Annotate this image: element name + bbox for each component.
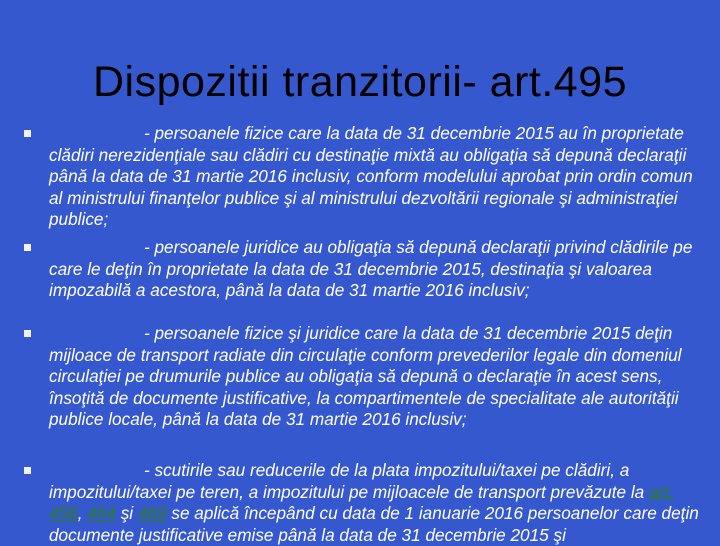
link-art-464[interactable]: 464 xyxy=(87,503,116,523)
separator: , xyxy=(77,503,88,523)
bullet-square-icon xyxy=(24,330,31,337)
bullet-square-icon xyxy=(24,467,31,474)
slide-title: Dispozitii tranzitorii- art.495 xyxy=(92,58,628,106)
bullet-item: - persoanele fizice şi juridice care la data de 31 decembrie 2015 deţin mijloace de transport radiate din circulaţie conform prevederilor legale din domeniul circulaţiei pe drumurile publice au obligaţia să depună o declaraţie în acest sens, însoţită de documente justificative, la compartimentele de specialitate ale autorităţii publice locale, până la data de 31 martie 2016 inclusiv; xyxy=(49,323,682,429)
bullet-square-icon xyxy=(24,130,31,137)
bullet-item: - persoanele fizice care la data de 31 decembrie 2015 au în proprietate clădiri nerezidenţiale sau clădiri cu destinaţie mixtă au obligaţia să depună declaraţii până la data de 31 martie 2016 inclusiv, conform modelului aprobat prin ordin comun al ministrului finanţelor publice şi al ministrului dezvoltării regionale şi administraţiei publice; xyxy=(49,123,693,229)
bullet-item: - persoanele juridice au obligaţia să depună declaraţii privind clădirile pe care le deţin în proprietate la data de 31 decembrie 2015, destinaţia şi valoarea impozabilă a acestora, până la data de 31 martie 2016 inclusiv; xyxy=(49,237,693,300)
bullet-square-icon xyxy=(24,244,31,251)
link-art-469[interactable]: 469 xyxy=(137,503,167,523)
bullet-text-part: - scutirile sau reducerile de la plata impozitului/taxei pe clădiri, a impozitului/taxei pe teren, a impozitului pe mijloacele de transport prevăzute la xyxy=(49,460,649,502)
separator: şi xyxy=(115,503,138,523)
bullet-text-part: se aplică începând cu data de 1 ianuarie 2016 persoanelor care deţin documente justificative emise până la data de 31 decembrie 2015 şi xyxy=(49,503,699,545)
link-art-456[interactable]: art. 456 xyxy=(49,481,674,523)
bullet-item xyxy=(49,460,699,546)
